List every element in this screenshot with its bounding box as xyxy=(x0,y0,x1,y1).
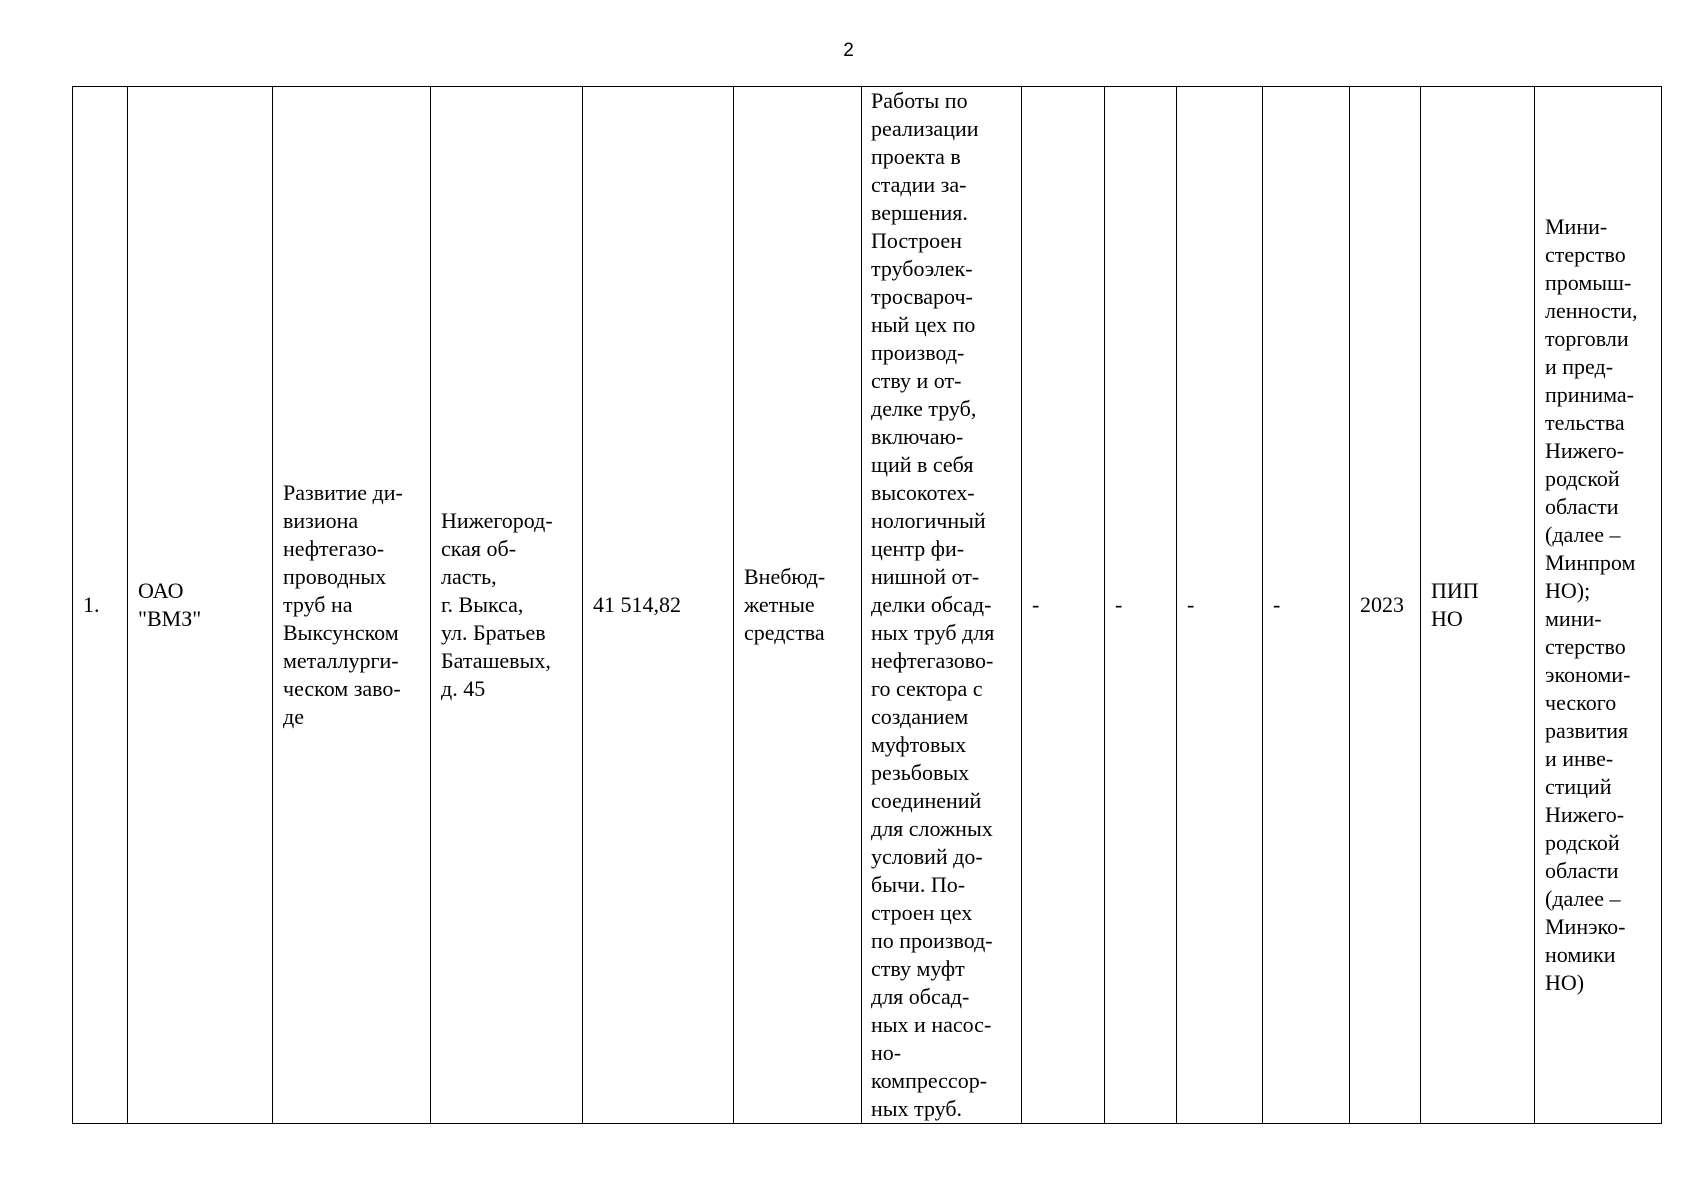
project-name-cell: Развитие ди- визиона нефтегазо- проводных труб на Выксунском металлурги- ческом заво- де xyxy=(273,87,431,1124)
status-cell: Работы по реализации проекта в стадии за- вершения. Построен трубоэлек- тросвароч- ный цех по производ- ству и от- делке труб, включаю- щий в себя высокотех- нологичный центр фи- нишной от- делки обсад- ных труб для нефтегазово- го сектора с созданием муфтовых резьбовых соединений для сложных условий до- бычи. По- строен цех по производ- ству муфт для обсад- ных и насос- но- компрессор- ных труб. xyxy=(862,87,1022,1124)
investment-projects-table xyxy=(72,86,1662,1124)
empty-value-cell: - xyxy=(1263,87,1350,1124)
location-cell: Нижегород- ская об- ласть, г. Выкса, ул. Братьев Баташевых, д. 45 xyxy=(431,87,583,1124)
year-cell: 2023 xyxy=(1350,87,1421,1124)
empty-value-cell: - xyxy=(1105,87,1177,1124)
responsible-ministry-cell: Мини- стерство промыш- ленности, торговли и пред- принима- тельства Нижего- родской области (далее – Минпром НО); мини- стерство экономи- ческого развития и инве- стиций Нижего- родской области (далее – Минэко- номики НО) xyxy=(1535,87,1662,1124)
funding-source-cell: Внебюд- жетные средства xyxy=(734,87,862,1124)
row-index-cell: 1. xyxy=(73,87,128,1124)
company-cell: ОАО "ВМЗ" xyxy=(128,87,273,1124)
empty-value-cell: - xyxy=(1022,87,1105,1124)
program-cell: ПИП НО xyxy=(1421,87,1535,1124)
amount-cell: 41 514,82 xyxy=(583,87,734,1124)
empty-value-cell: - xyxy=(1177,87,1263,1124)
table-row xyxy=(73,87,1662,1124)
page-number: 2 xyxy=(843,40,854,61)
